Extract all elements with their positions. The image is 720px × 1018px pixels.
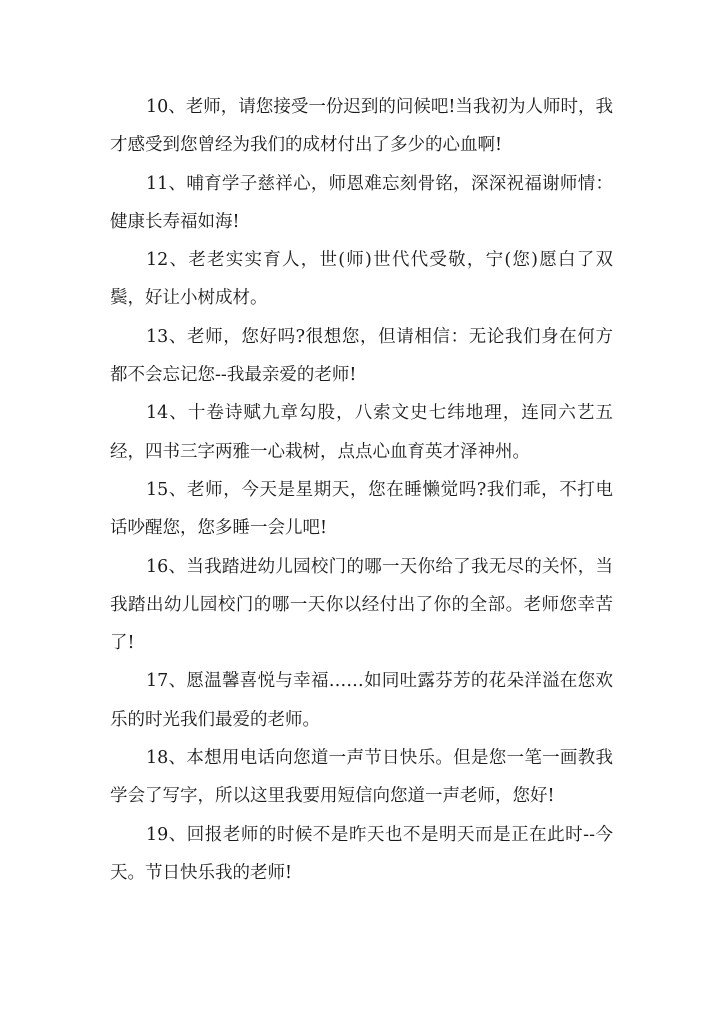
- paragraph-15: 15、老师，今天是星期天，您在睡懒觉吗?我们乖，不打电话吵醒您，您多睡一会儿吧!: [110, 479, 613, 539]
- paragraph-13: 13、老师，您好吗?很想您，但请相信：无论我们身在何方都不会忘记您--我最亲爱的老师!: [110, 326, 613, 386]
- paragraph-18: 18、本想用电话向您道一声节日快乐。但是您一笔一画教我学会了写字，所以这里我要用短信向您道一声老师，您好!: [110, 748, 613, 807]
- paragraph-11: 11、哺育学子慈祥心，师恩难忘刻骨铭，深深祝福谢师情：健康长寿福如海!: [110, 173, 613, 232]
- paragraph-10: 10、老师，请您接受一份迟到的问候吧!当我初为人师时，我才感受到您曾经为我们的成材付出了多少的心血啊!: [110, 97, 613, 156]
- paragraph-17: 17、愿温馨喜悦与幸福……如同吐露芬芳的花朵洋溢在您欢乐的时光我们最爱的老师。: [110, 671, 613, 730]
- paragraph-14: 14、十卷诗赋九章勾股，八索文史七纬地理，连同六艺五经，四书三字两雅一心栽树，点点心血育英才泽神州。: [110, 403, 613, 462]
- paragraph-12: 12、老老实实育人，世(师)世代代受敬，宁(您)愿白了双鬓，好让小树成材。: [110, 250, 613, 309]
- paragraph-16: 16、当我踏进幼儿园校门的哪一天你给了我无尽的关怀，当我踏出幼儿园校门的哪一天你以经付出了你的全部。老师您幸苦了!: [110, 556, 613, 654]
- document-page: [110, 88, 613, 892]
- paragraph-19: 19、回报老师的时候不是昨天也不是明天而是正在此时--今天。节日快乐我的老师!: [110, 824, 613, 883]
